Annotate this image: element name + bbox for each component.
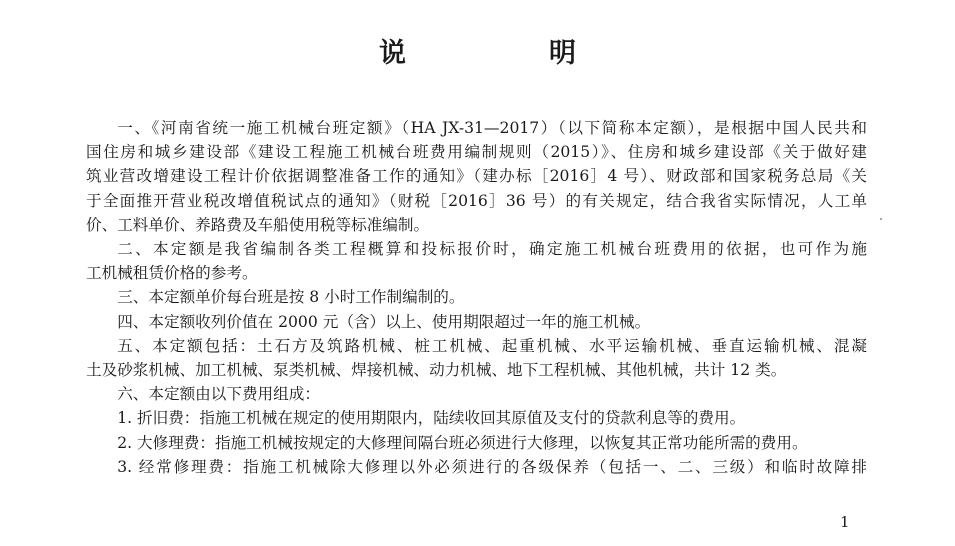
text-line: 3. 经常修理费：指施工机械除大修理以外必须进行的各级保养（包括一、二、三级）和临时故障排 (117, 457, 867, 476)
text-line: 土及砂浆机械、加工机械、泵类机械、焊接机械、动力机械、地下工程机械、其他机械，共计 12 类。 (86, 361, 787, 380)
text-line: 价、工料单价、养路费及车船使用税等标准编制。 (86, 215, 430, 234)
text-line: 筑业营改增建设工程计价依据调整准备工作的通知》（建办标［2016］4 号）、财政部和国家税务总局《关 (86, 167, 867, 186)
text-line: 三、本定额单价每台班是按 8 小时工作制编制的。 (117, 288, 465, 307)
scan-speck (880, 218, 882, 220)
text-line: 六、本定额由以下费用组成： (117, 385, 320, 404)
text-line: 工机械租赁价格的参考。 (86, 264, 258, 283)
text-line: 2. 大修理费：指施工机械按规定的大修理间隔台班必须进行大修理，以恢复其正常功能所需的费用。 (117, 433, 808, 452)
page-number: 1 (840, 513, 850, 531)
text-line: 五、本定额包括：土石方及筑路机械、桩工机械、起重机械、水平运输机械、垂直运输机械、混凝 (117, 336, 867, 355)
document-body (86, 116, 867, 479)
text-line: 二、本定额是我省编制各类工程概算和投标报价时，确定施工机械台班费用的依据，也可作为施 (117, 240, 867, 259)
text-line: 国住房和城乡建设部《建设工程施工机械台班费用编制规则（2015）》、住房和城乡建设部《关于做好建 (86, 143, 867, 162)
text-line: 1. 折旧费：指施工机械在规定的使用期限内，陆续收回其原值及支付的贷款利息等的费用。 (117, 409, 746, 428)
text-line: 四、本定额收列价值在 2000 元（含）以上、使用期限超过一年的施工机械。 (117, 312, 651, 331)
text-line: 于全面推开营业税改增值税试点的通知》（财税［2016］36 号）的有关规定，结合我省实际情况，人工单 (86, 191, 867, 210)
text-line: 一、《河南省统一施工机械台班定额》（HA JX-31—2017）（以下简称本定额），是根据中国人民共和 (117, 119, 867, 137)
page-title: 说 明 (379, 38, 634, 69)
